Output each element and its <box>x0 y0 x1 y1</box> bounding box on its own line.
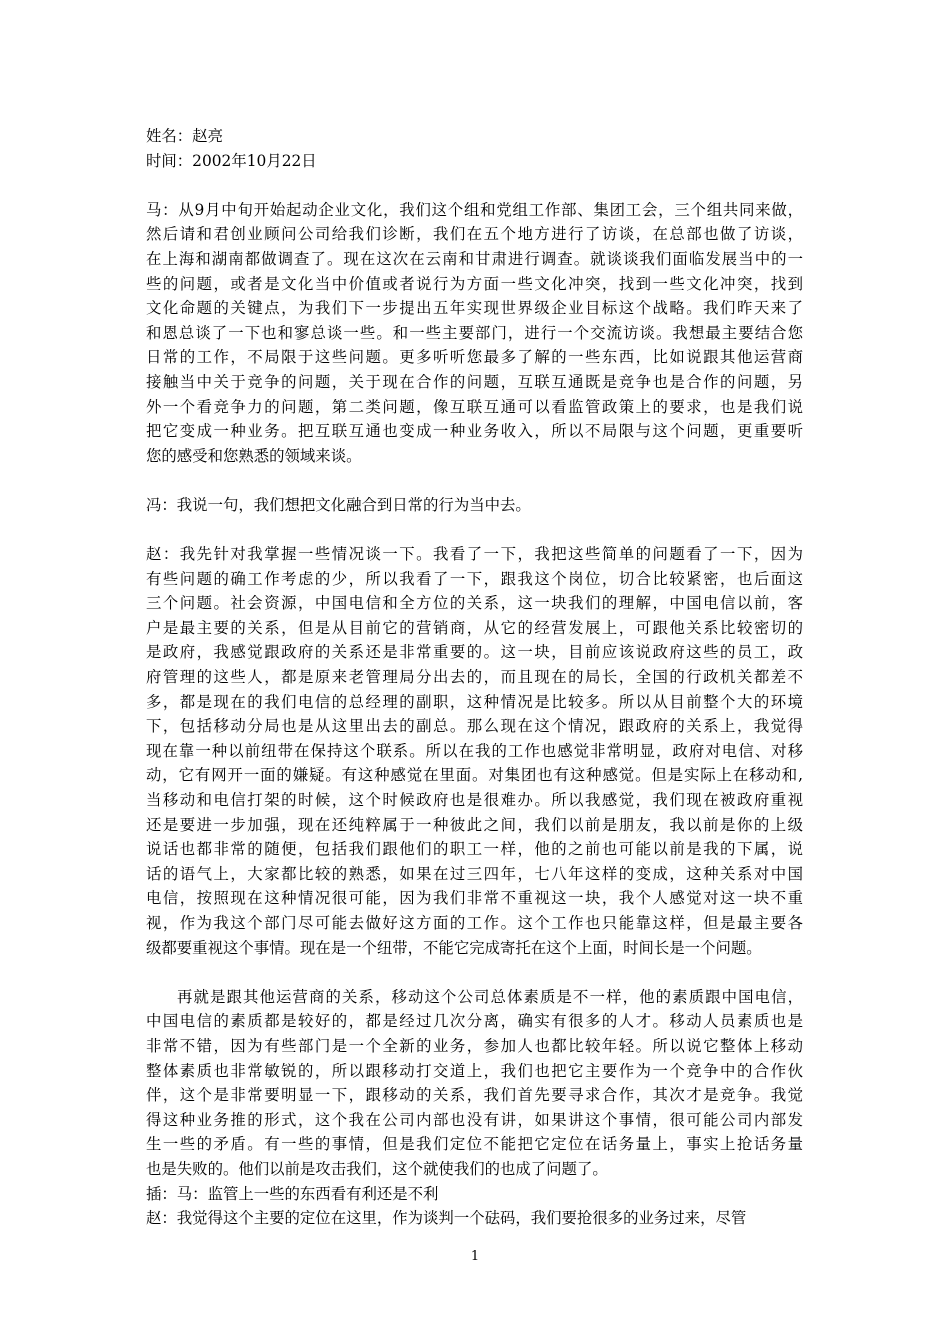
paragraph-2-line: 赵：我先针对我掌握一些情况谈一下。我看了一下，我把这些简单的问题看了一下，因为 <box>146 545 803 564</box>
paragraph-2-line: 说话也都非常的随便，包括我们跟他们的职工一样，他的之前也可能以前是我的下属，说 <box>146 840 803 859</box>
page-number: 1 <box>470 1249 480 1264</box>
paragraph-2-line: 还是要进一步加强，现在还纯粹属于一种彼此之间，我们以前是朋友，我以前是你的上级 <box>146 815 803 834</box>
paragraph-3-line: 整体素质也非常敏锐的，所以跟移动打交道上，我们也把它主要作为一个竞争中的合作伙 <box>146 1061 803 1080</box>
paragraph-3-line: 非常不错，因为有些部门是一个全新的业务，参加人也都比较年轻。所以说它整体上移动 <box>146 1036 803 1055</box>
blank-line <box>146 960 803 985</box>
paragraph-2-line: 是政府，我感觉跟政府的关系还是非常重要的。这一块，目前应该说政府这些的员工，政 <box>146 643 803 662</box>
paragraph-0-line: 把它变成一种业务。把互联互通也变成一种业务收入，所以不局限与这个问题，更重要听 <box>146 422 803 441</box>
paragraph-2-line: 户是最主要的关系，但是从目前它的营销商，从它的经营发展上，可跟他关系比较密切的 <box>146 618 803 637</box>
paragraph-3-line: 中国电信的素质都是较好的，都是经过几次分离，确实有很多的人才。移动人员素质也是 <box>146 1012 803 1031</box>
paragraph-5-line: 赵：我觉得这个主要的定位在这里，作为谈判一个砝码，我们要抢很多的业务过来，尽管 <box>146 1209 747 1228</box>
paragraph-0-line: 日常的工作，不局限于这些问题。更多听听您最多了解的一些东西，比如说跟其他运营商 <box>146 348 803 367</box>
paragraph-0-line: 和恩总谈了一下也和寥总谈一些。和一些主要部门，进行一个交流访谈。我想最主要结合您 <box>146 323 803 342</box>
transcript-body <box>146 198 803 1231</box>
paragraph-2-line: 级都要重视这个事情。现在是一个纽带，不能它完成寄托在这个上面，时间长是一个问题。 <box>146 938 762 957</box>
paragraph-2-line: 现在靠一种以前纽带在保持这个联系。所以在我的工作也感觉非常明显，政府对电信、对移 <box>146 741 803 760</box>
paragraph-3-line: 再就是跟其他运营商的关系，移动这个公司总体素质是不一样，他的素质跟中国电信， <box>177 987 803 1006</box>
paragraph-2-line: 电信，按照现在这种情况很可能，因为我们非常不重视这一块，我个人感觉对这一块不重 <box>146 889 803 908</box>
paragraph-0-line: 马：从9月中旬开始起动企业文化，我们这个组和党组工作部、集团工会，三个组共同来做， <box>146 200 803 219</box>
blank-line <box>146 173 803 198</box>
paragraph-2-line: 视，作为我这个部门尽可能去做好这方面的工作。这个工作也只能靠这样，但是最主要各 <box>146 914 803 932</box>
interview-date: 时间：2002年10月22日 <box>146 151 317 170</box>
paragraph-2-line: 下，包括移动分局也是从这里出去的副总。那么现在这个情况，跟政府的关系上，我觉得 <box>146 717 803 736</box>
paragraph-0-line: 些的问题，或者是文化当中价值或者说行为方面一些文化冲突，找到一些文化冲突，找到 <box>146 274 803 293</box>
blank-line <box>146 468 803 493</box>
paragraph-3-line: 生一些的矛盾。有一些的事情，但是我们定位不能把它定位在话务量上，事实上抢话务量 <box>146 1135 803 1154</box>
paragraph-3-line: 也是失败的。他们以前是攻击我们，这个就使我们的也成了问题了。 <box>146 1159 608 1178</box>
paragraph-0-line: 然后请和君创业顾问公司给我们诊断，我们在五个地方进行了访谈，在总部也做了访谈， <box>146 225 803 244</box>
paragraph-0-line: 在上海和湖南都做调查了。现在这次在云南和甘肃进行调查。就谈谈我们面临发展当中的一 <box>146 249 803 268</box>
paragraph-3-line: 得这种业务推的形式，这个我在公司内部也没有讲，如果讲这个事情，很可能公司内部发 <box>146 1110 803 1129</box>
paragraph-0-line: 您的感受和您熟悉的领域来谈。 <box>146 446 362 465</box>
document-page <box>146 124 803 1231</box>
paragraph-2-line: 多，都是现在的我们电信的总经理的副职，这种情况是比较多。所以从目前整个大的环境 <box>146 692 803 711</box>
paragraph-2-line: 府管理的这些人，都是原来老管理局分出去的，而且现在的局长，全国的行政机关都差不 <box>146 668 803 687</box>
paragraph-2-line: 话的语气上，大家都比较的熟悉，如果在过三四年，七八年这样的变成，这种关系对中国 <box>146 864 803 883</box>
paragraph-0-line: 接触当中关于竞争的问题，关于现在合作的问题，互联互通既是竞争也是合作的问题，另 <box>146 372 803 391</box>
paragraph-4-line: 插：马：监管上一些的东西看有利还是不利 <box>146 1184 439 1203</box>
paragraph-0-line: 外一个看竞争力的问题，第二类问题，像互联互通可以看监管政策上的要求，也是我们说 <box>146 397 803 416</box>
paragraph-2-line: 当移动和电信打架的时候，这个时候政府也是很难办。所以我感觉，我们现在被政府重视 <box>146 791 803 810</box>
blank-line <box>146 518 803 543</box>
paragraph-1-line: 冯：我说一句，我们想把文化融合到日常的行为当中去。 <box>146 495 531 514</box>
paragraph-3-line: 伴，这个是非常要明显一下，跟移动的关系，我们首先要寻求合作，其次才是竞争。我觉 <box>146 1086 803 1105</box>
paragraph-2-line: 三个问题。社会资源，中国电信和全方位的关系，这一块我们的理解，中国电信以前，客 <box>146 594 803 613</box>
paragraph-0-line: 文化命题的关键点，为我们下一步提出五年实现世界级企业目标这个战略。我们昨天来了 <box>146 299 803 318</box>
paragraph-2-line: 有些问题的确工作考虑的少，所以我看了一下，跟我这个岗位，切合比较紧密，也后面这 <box>146 569 803 588</box>
paragraph-2-line: 动，它有网开一面的嫌疑。有这种感觉在里面。对集团也有这种感觉。但是实际上在移动和, <box>146 766 803 785</box>
interviewee-name: 姓名：赵亮 <box>146 127 223 145</box>
